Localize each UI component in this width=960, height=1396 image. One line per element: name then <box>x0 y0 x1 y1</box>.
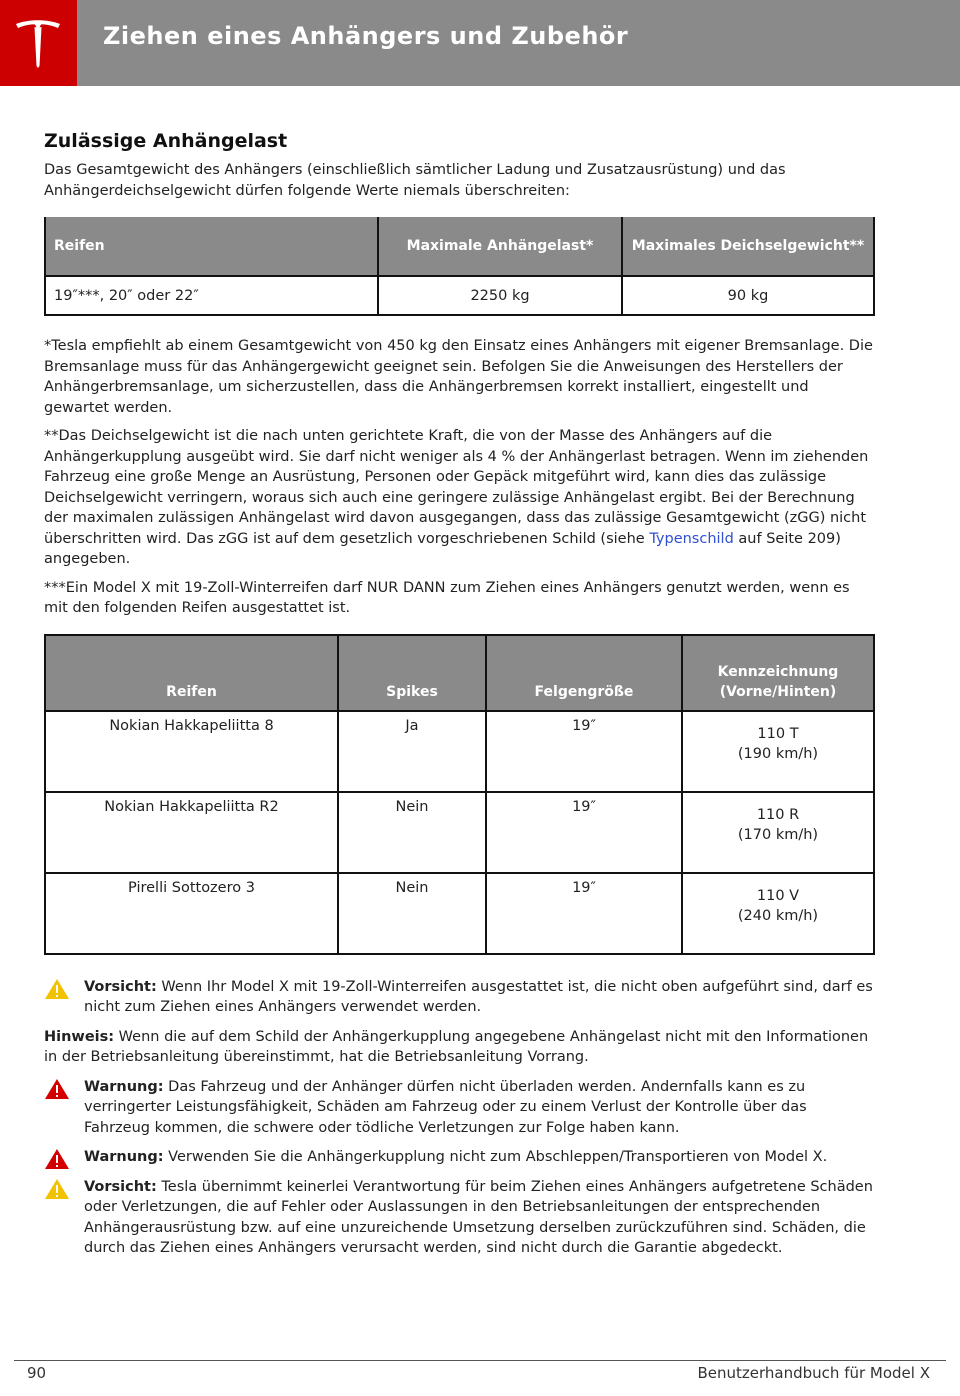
table-cell: Nokian Hakkapeliitta R2 <box>45 792 338 873</box>
warning-notice <box>44 1077 874 1139</box>
caution-icon <box>44 1178 70 1200</box>
hint-text: Wenn die auf dem Schild der Anhängerkupplung angegebene Anhängelast nicht mit den Informationen in der Betriebsanleitung übereinstimmt, hat die Betriebsanleitung Vorrang. <box>44 1028 869 1065</box>
table-cell: 2250 kg <box>378 276 622 315</box>
speed-limit: (170 km/h) <box>737 826 819 843</box>
footnote-2-text-end: auf Seite 209) angegeben. <box>44 530 841 567</box>
caution-label: Vorsicht: <box>84 1178 157 1195</box>
page-number: 90 <box>27 1364 47 1382</box>
footnote-3: ***Ein Model X mit 19-Zoll-Winterreifen darf NUR DANN zum Ziehen eines Anhängers genutzt werden, wenn es mit den folgenden Reifen ausgestattet ist. <box>44 579 850 616</box>
page-header <box>0 0 960 86</box>
table-cell: 90 kg <box>622 276 874 315</box>
column-header: Reifen <box>45 217 378 276</box>
warning-text: Verwenden Sie die Anhängerkupplung nicht zum Abschleppen/Transportieren von Model X. <box>163 1149 828 1165</box>
tesla-logo-icon <box>13 18 63 68</box>
column-header: Felgengröße <box>486 635 682 711</box>
hint-notice <box>44 1027 874 1068</box>
page-title: Ziehen eines Anhängers und Zubehör <box>103 22 629 50</box>
footer-divider <box>14 1360 946 1361</box>
footnote-2-text: **Das Deichselgewicht ist die nach unten gerichtete Kraft, die von der Masse des Anhängers auf die Anhängerkupplung ausgeübt wird. Sie darf nicht weniger als 4 % der Anhängerlast betragen. Wenn im ziehenden Fahrzeug eine große Menge an Ausrüstung, Personen oder Gepäck mitgeführt wird, kann dies das zulässige Deichselgewicht verringern, woraus sich auch eine geringere zulässige Anhängelast ergibt. Bei der Berechnung der maximalen zulässigen Anhängelast wird davon ausgegangen, dass das zulässige Gesamtgewicht (zGG) nicht überschritten wird. Das zGG ist auf dem gesetzlich vorgeschriebenen Schild (siehe <box>44 428 869 547</box>
footnote-2 <box>44 426 874 570</box>
warning-icon <box>44 1078 70 1100</box>
warning-notice <box>44 1147 874 1168</box>
table-cell <box>682 792 874 873</box>
warning-icon <box>44 1148 70 1170</box>
warning-label: Warnung: <box>84 1078 164 1095</box>
table-header-row <box>45 217 874 276</box>
typenschild-link[interactable]: Typenschild <box>649 530 734 547</box>
caution-icon <box>44 978 70 1000</box>
caution-notice <box>44 1177 874 1259</box>
table-row <box>45 711 874 792</box>
winter-tire-table <box>44 634 875 955</box>
table-row <box>45 276 874 315</box>
column-header: Kennzeichnung (Vorne/Hinten) <box>682 635 874 711</box>
manual-title: Benutzerhandbuch für Model X <box>697 1364 930 1382</box>
tesla-logo <box>0 0 77 86</box>
table-cell: 19″ <box>486 711 682 792</box>
caution-text: Tesla übernimmt keinerlei Verantwortung für beim Ziehen eines Anhängers aufgetretene Schäden oder Verletzungen, die auf Fehler oder Auslassungen in den Betriebsanleitungen der entsprechenden Anhängerausrüstung bzw. auf eine unzureichende Umsetzung derselben zurückzuführen sind. Schäden, die durch das Ziehen eines Anhängers verursacht werden, sind nicht durch die Garantie abgedeckt. <box>84 1178 873 1256</box>
caution-label: Vorsicht: <box>84 978 157 995</box>
column-header: Spikes <box>338 635 486 711</box>
load-speed-index: 110 T <box>757 725 799 742</box>
warning-label: Warnung: <box>84 1149 164 1165</box>
hint-label: Hinweis: <box>44 1028 115 1045</box>
load-speed-index: 110 R <box>756 806 800 823</box>
speed-limit: (190 km/h) <box>737 745 819 762</box>
column-header: Maximale Anhängelast* <box>378 217 622 276</box>
table-cell: Nokian Hakkapeliitta 8 <box>45 711 338 792</box>
towing-load-table <box>44 217 875 316</box>
table-header-row <box>45 635 874 711</box>
table-cell: 19″***, 20″ oder 22″ <box>45 276 378 315</box>
speed-limit: (240 km/h) <box>737 907 819 924</box>
table-row <box>45 792 874 873</box>
table-cell: Pirelli Sottozero 3 <box>45 873 338 954</box>
footnote-1: *Tesla empfiehlt ab einem Gesamtgewicht von 450 kg den Einsatz eines Anhängers mit eigener Bremsanlage. Die Bremsanlage muss für das Anhängergewicht geeignet sein. Befolgen Sie die Anweisungen des Herstellers der Anhängerbremsanlage, um sicherzustellen, dass die Anhängerbremsen korrekt installiert, eingestellt und gewartet werden. <box>44 338 873 416</box>
table-cell <box>682 711 874 792</box>
table-cell: 19″ <box>486 873 682 954</box>
table-cell: Nein <box>338 873 486 954</box>
table-cell: Ja <box>338 711 486 792</box>
load-speed-index: 110 V <box>756 887 800 904</box>
section-heading: Zulässige Anhängelast <box>44 130 288 152</box>
warning-text: Das Fahrzeug und der Anhänger dürfen nicht überladen werden. Andernfalls kann es zu verringerter Leistungsfähigkeit, Schäden am Fahrzeug oder zu einem Verlust der Kontrolle über das Fahrzeug kommen, die schwere oder tödliche Verletzungen zur Folge haben kann. <box>84 1078 807 1136</box>
table-cell: Nein <box>338 792 486 873</box>
column-header: Reifen <box>45 635 338 711</box>
table-row <box>45 873 874 954</box>
table-cell: 19″ <box>486 792 682 873</box>
table-cell <box>682 873 874 954</box>
intro-paragraph: Das Gesamtgewicht des Anhängers (einschließlich sämtlicher Ladung und Zusatzausrüstung) und das Anhängerdeichselgewicht dürfen folgende Werte niemals überschreiten: <box>44 162 786 199</box>
caution-text: Wenn Ihr Model X mit 19-Zoll-Winterreifen ausgestattet ist, die nicht oben aufgeführt sind, darf es nicht zum Ziehen eines Anhängers verwendet werden. <box>84 978 873 1015</box>
caution-notice <box>44 977 874 1018</box>
main-content <box>44 130 874 1268</box>
column-header: Maximales Deichselgewicht** <box>622 217 874 276</box>
